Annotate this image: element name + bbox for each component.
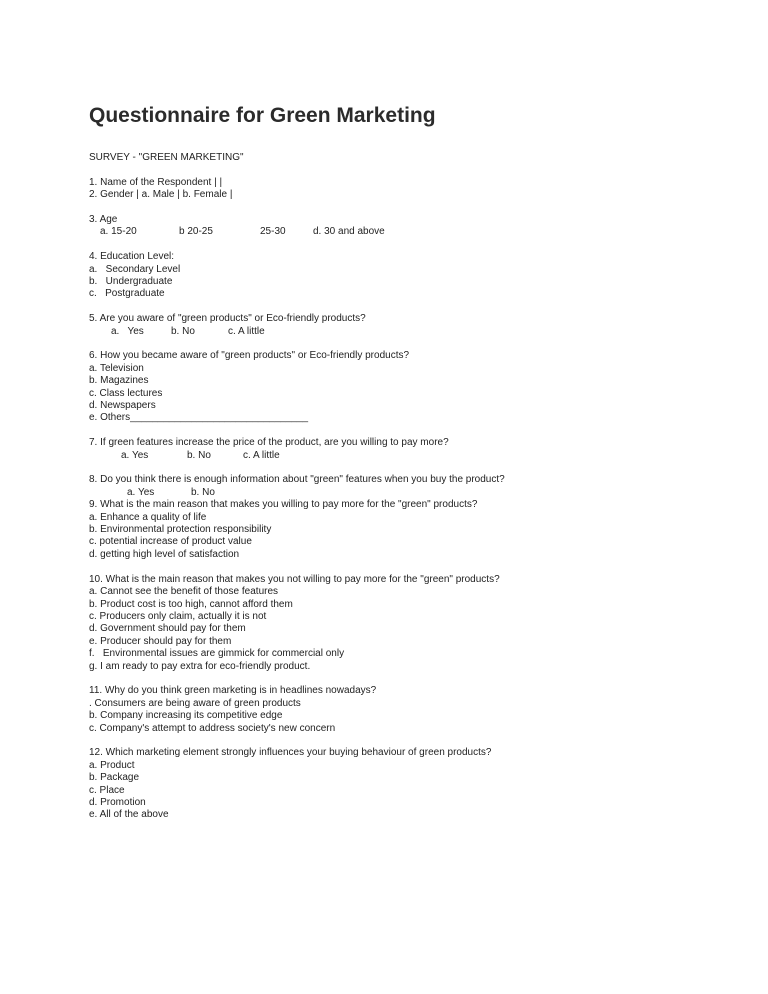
option-item: d. Government should pay for them [89,623,246,635]
option-item: b. Product cost is too high, cannot afford them [89,598,293,610]
question-3-options [89,226,729,238]
option-item: b. Undergraduate [89,276,173,288]
question-1: 1. Name of the Respondent | | [89,176,223,188]
option-item: c. Place [89,784,125,796]
option-item: e. Producer should pay for them [89,635,232,647]
option-item: a. Secondary Level [89,263,181,275]
question-9: 9. What is the main reason that makes you willing to pay more for the "green" products? [89,499,478,511]
question-6: 6. How you became aware of "green products" or Eco-friendly products? [89,350,410,362]
option-item: c. A little [243,449,280,461]
option-item: e. All of the above [89,809,169,821]
question-11: 11. Why do you think green marketing is in headlines nowadays? [89,685,377,697]
option-item: a. Cannot see the benefit of those features [89,586,279,598]
option-item: b. Environmental protection responsibility [89,524,272,536]
question-5: 5. Are you aware of "green products" or Eco-friendly products? [89,313,366,325]
option-item: a. Television [89,362,144,374]
option-item: c. A little [228,325,265,337]
option-item: a. Yes [111,325,144,337]
option-item: a. Enhance a quality of life [89,511,207,523]
question-7: 7. If green features increase the price of the product, are you willing to pay more? [89,437,449,449]
option-item: a. Yes [121,449,149,461]
question-10: 10. What is the main reason that makes you not willing to pay more for the "green" products? [89,573,500,585]
option-item: c. potential increase of product value [89,536,252,548]
question-8: 8. Do you think there is enough information about "green" features when you buy the product? [89,474,505,486]
option-item: c. Class lectures [89,387,163,399]
option-item: c. Producers only claim, actually it is not [89,610,267,622]
option-item: b. Package [89,772,140,784]
option-item: f. Environmental issues are gimmick for commercial only [89,648,345,660]
question-8-options [89,487,729,499]
question-2: 2. Gender | a. Male | b. Female | [89,189,233,201]
option-item: b 20-25 [179,226,213,238]
option-item: b. Company increasing its competitive edge [89,710,283,722]
option-item: g. I am ready to pay extra for eco-friendly product. [89,660,311,672]
option-item: b. No [171,325,195,337]
option-item: a. Product [89,759,135,771]
option-item: b. No [187,449,211,461]
option-item: d. Newspapers [89,400,156,412]
survey-label: SURVEY - "GREEN MARKETING" [89,152,244,163]
option-item: 25-30 [260,226,286,238]
question-12: 12. Which marketing element strongly influences your buying behaviour of green products? [89,747,492,759]
option-item: e. Others________________________________ [89,412,309,424]
option-item: c. Postgraduate [89,288,165,300]
question-3: 3. Age [89,214,118,225]
page-title: Questionnaire for Green Marketing [89,104,436,127]
option-item: d. 30 and above [313,226,385,238]
questionnaire-page [89,100,729,822]
option-item: b. No [191,486,215,498]
question-7-options [89,450,729,462]
option-item: . Consumers are being aware of green products [89,697,301,709]
option-item: a. Yes [127,486,155,498]
question-4: 4. Education Level: [89,251,175,263]
option-item: d. Promotion [89,796,146,808]
option-item: b. Magazines [89,375,149,387]
question-5-options [89,326,729,338]
option-item: d. getting high level of satisfaction [89,548,240,560]
option-item: a. 15-20 [100,226,137,238]
option-item: c. Company's attempt to address society's new concern [89,722,336,734]
